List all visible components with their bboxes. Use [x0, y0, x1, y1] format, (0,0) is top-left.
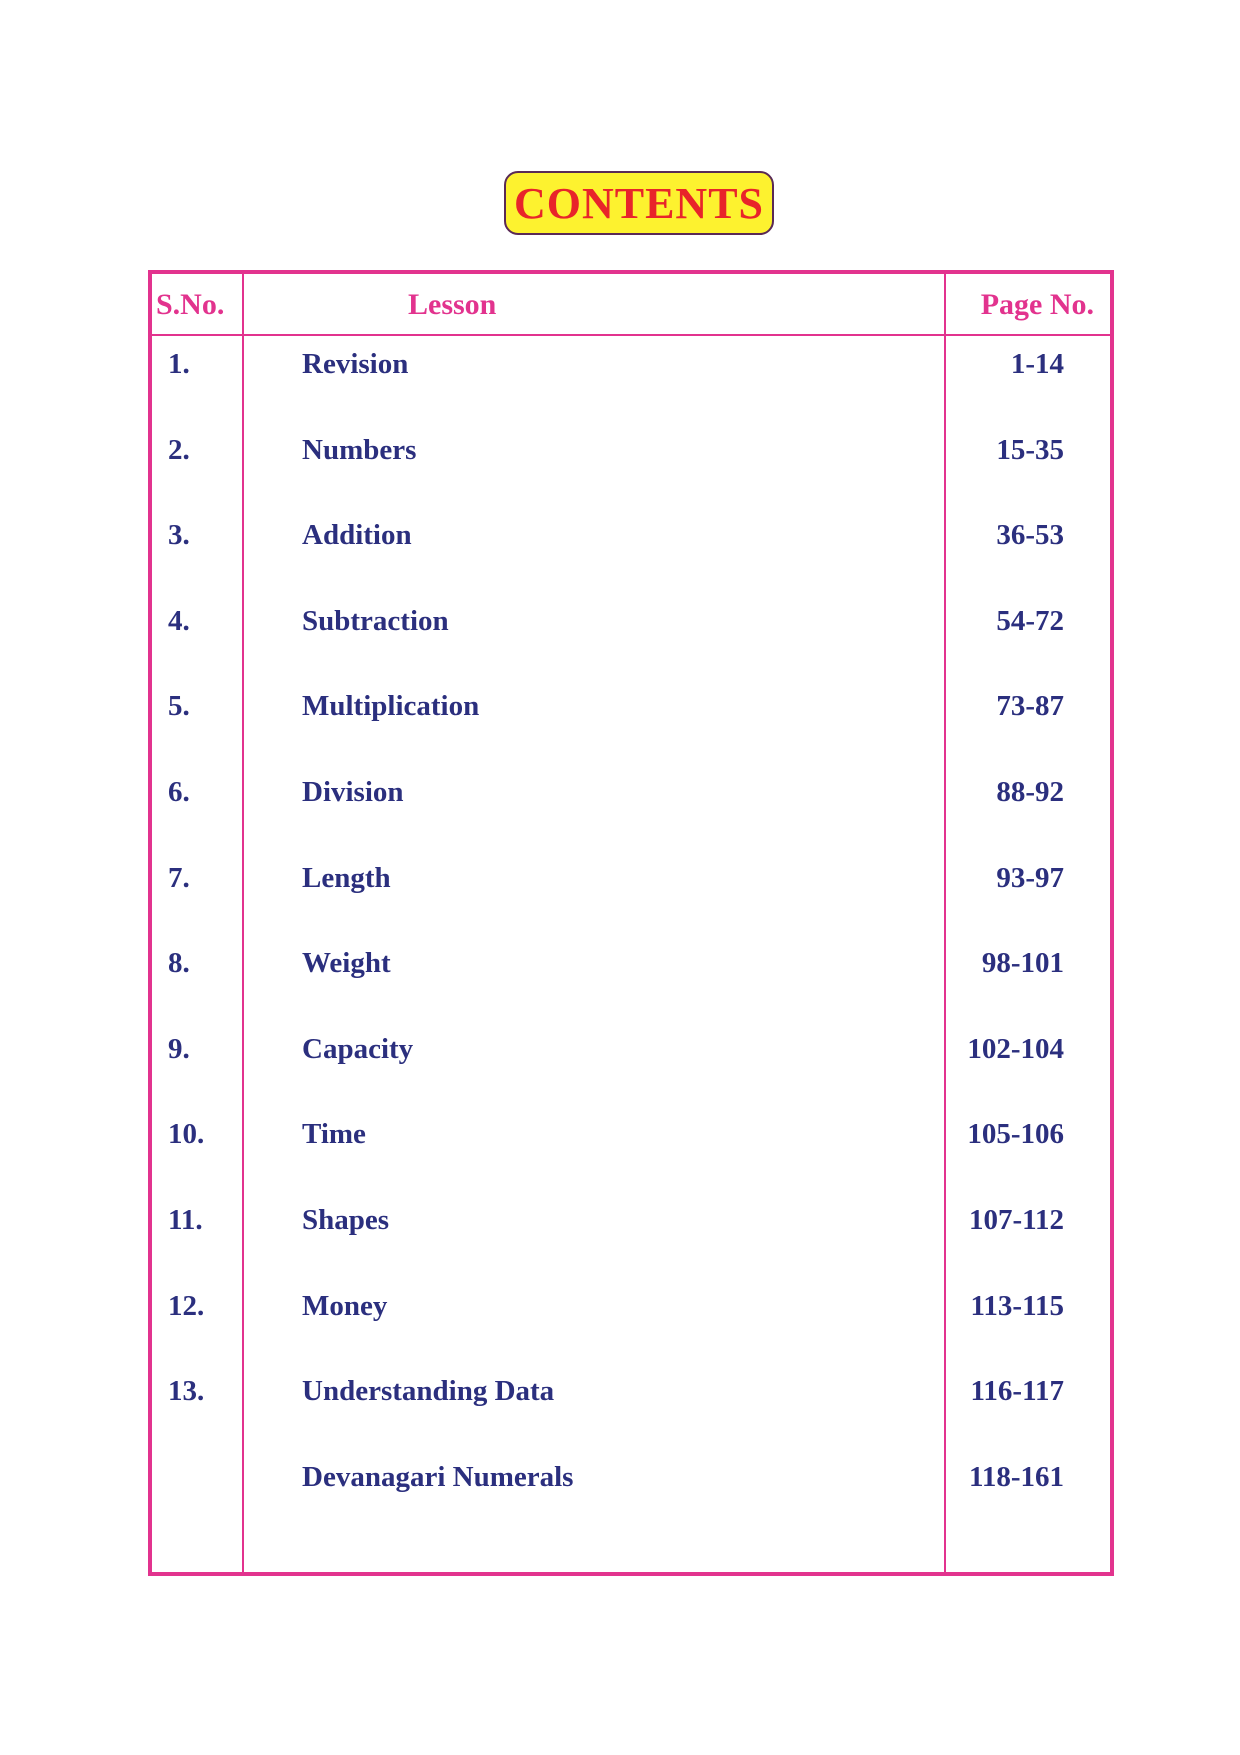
row-page-range: 113-115 — [970, 1289, 1064, 1322]
row-lesson: Time — [302, 1118, 366, 1151]
row-lesson: Length — [302, 861, 391, 894]
table-row — [152, 515, 1110, 555]
row-lesson: Numbers — [302, 433, 417, 466]
header-lesson: Lesson — [408, 288, 497, 321]
row-sno: 12. — [168, 1289, 205, 1322]
row-page-range: 116-117 — [970, 1375, 1064, 1408]
table-row — [152, 686, 1110, 726]
row-lesson: Money — [302, 1289, 388, 1322]
table-row — [152, 1286, 1110, 1326]
row-sno: 1. — [168, 348, 190, 380]
table-row — [152, 1371, 1110, 1411]
contents-title: CONTENTS — [504, 171, 774, 235]
row-sno: 3. — [168, 519, 190, 552]
table-row — [152, 430, 1110, 470]
table-row — [152, 772, 1110, 812]
row-lesson: Addition — [302, 519, 412, 552]
row-page-range: 1-14 — [1010, 348, 1064, 380]
row-page-range: 54-72 — [996, 604, 1064, 637]
table-row — [152, 1029, 1110, 1069]
row-page-range: 73-87 — [996, 690, 1064, 723]
row-page-range: 88-92 — [996, 776, 1064, 808]
row-sno: 5. — [168, 690, 190, 723]
header-sno: S.No. — [156, 288, 225, 321]
row-sno: 8. — [168, 947, 190, 980]
row-lesson: Subtraction — [302, 604, 449, 637]
table-row — [152, 601, 1110, 641]
contents-table — [148, 270, 1114, 1576]
row-page-range: 102-104 — [967, 1032, 1064, 1065]
row-page-range: 105-106 — [967, 1118, 1064, 1151]
row-lesson: Revision — [302, 348, 409, 380]
row-sno: 10. — [168, 1118, 205, 1151]
row-lesson: Weight — [302, 947, 391, 980]
table-row — [152, 1114, 1110, 1154]
row-lesson: Capacity — [302, 1032, 414, 1065]
row-page-range: 15-35 — [996, 433, 1064, 466]
table-row — [152, 1457, 1110, 1497]
table-row — [152, 1200, 1110, 1240]
row-page-range: 98-101 — [981, 947, 1064, 980]
row-sno: 4. — [168, 604, 190, 637]
row-sno: 9. — [168, 1032, 190, 1065]
row-page-range: 93-97 — [996, 861, 1064, 894]
row-lesson: Division — [302, 776, 404, 808]
row-sno: 2. — [168, 433, 190, 466]
table-row — [152, 858, 1110, 898]
row-sno: 13. — [168, 1375, 205, 1408]
header-page-no: Page No. — [980, 288, 1094, 321]
row-sno: 7. — [168, 861, 190, 894]
row-sno: 6. — [168, 776, 190, 808]
row-lesson: Shapes — [302, 1204, 390, 1236]
row-page-range: 36-53 — [996, 519, 1064, 552]
row-page-range: 118-161 — [968, 1460, 1064, 1493]
row-page-range: 107-112 — [968, 1204, 1064, 1236]
row-sno: 11. — [168, 1204, 203, 1236]
table-row — [152, 943, 1110, 983]
row-lesson: Multiplication — [302, 690, 480, 723]
table-row — [152, 344, 1110, 384]
row-lesson: Devanagari Numerals — [302, 1460, 574, 1493]
header-divider — [152, 334, 1110, 336]
row-lesson: Understanding Data — [302, 1375, 555, 1408]
